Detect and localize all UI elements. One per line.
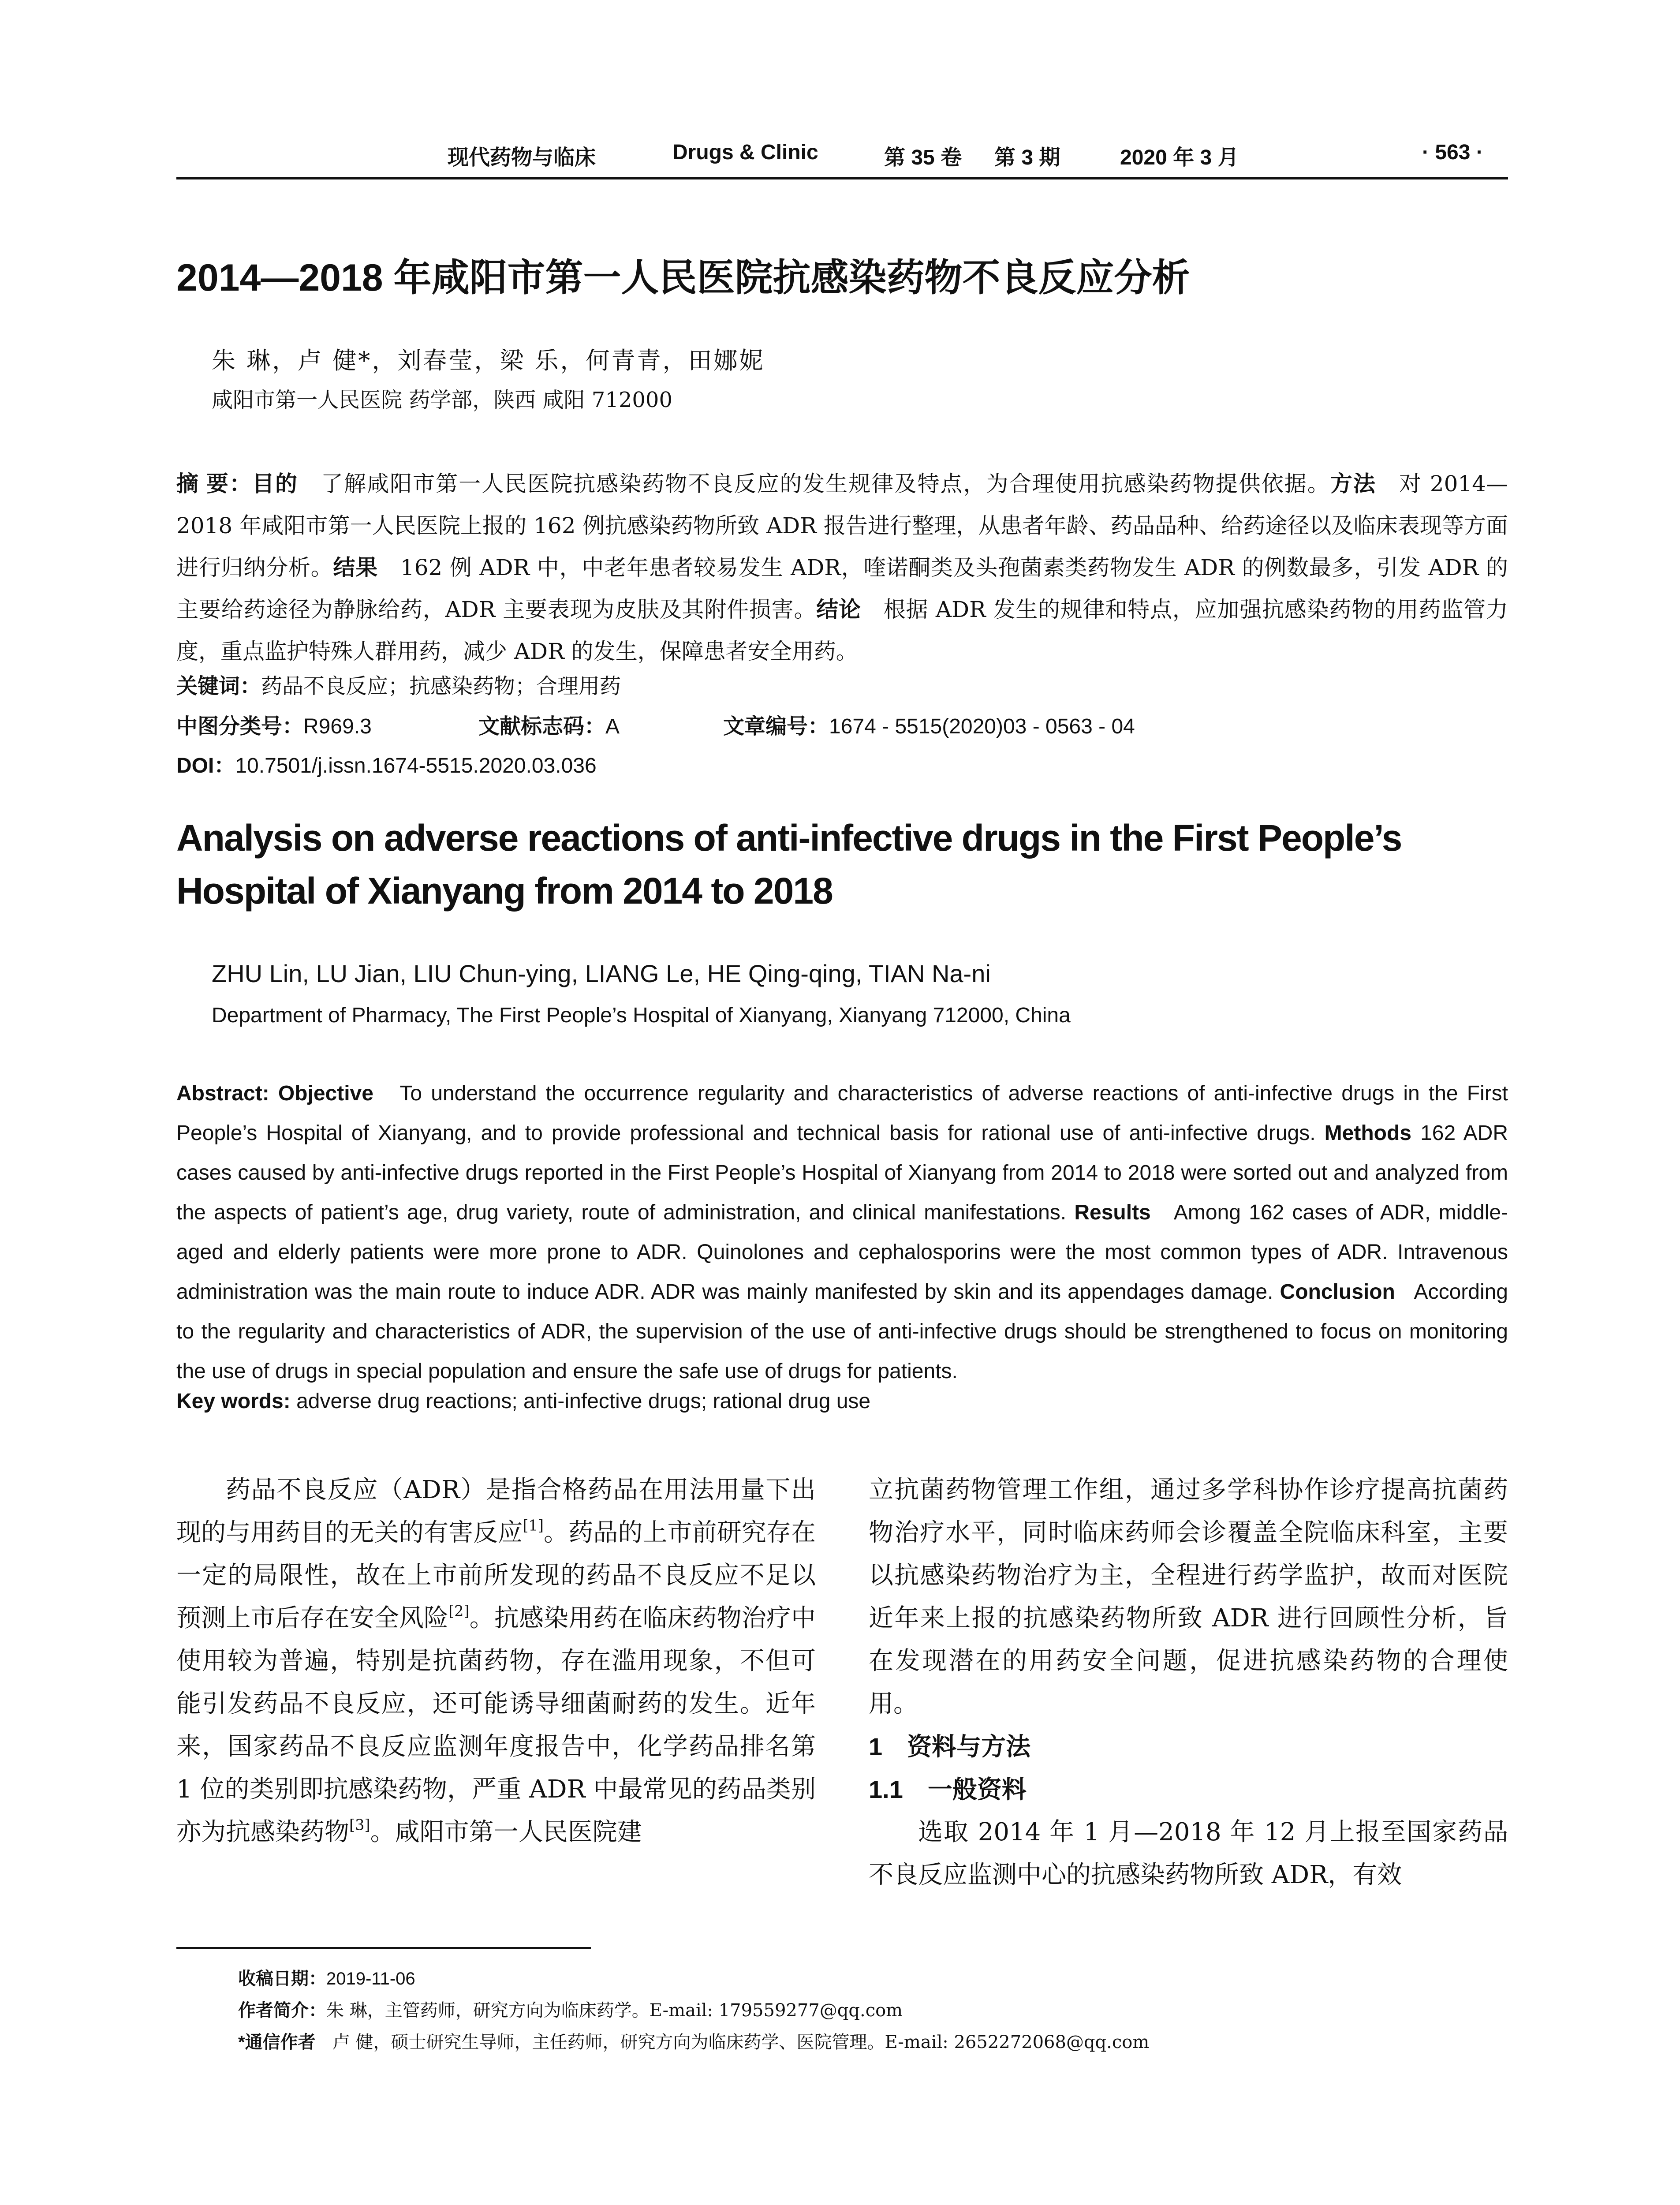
intro-text-3: 。抗感染用药在临床药物治疗中使用较为普遍，特别是抗菌药物，存在滥用现象，不但可能引发药品不良反应，还可能诱导细菌耐药的发生。近年来，国家药品不良反应监测年度报告中，化学药品排名第 1 位的类别即抗感染药物，严重 ADR 中最常见的药品类别亦为抗感染药物 — [176, 1604, 816, 1846]
keywords-cn-value: 药品不良反应；抗感染药物；合理用药 — [261, 674, 621, 699]
objective-cn: 了解咸阳市第一人民医院抗感染药物不良反应的发生规律及特点，为合理使用抗感染药物提供依据。 — [321, 471, 1330, 497]
keywords-en-label: Key words: — [176, 1390, 291, 1413]
doi-label: DOI： — [176, 754, 235, 777]
methods-en: 162 ADR cases caused by anti-infective drugs reported in the First People’s Hospital of Xianyang from 2014 to 2018 were sorted out and analyzed from the aspects of patient’s age, drug variety, route of administration, and clinical manifestations. — [176, 1121, 1508, 1224]
bio-text: 朱 琳，主管药师，研究方向为临床药学。E-mail: 179559277@qq.com — [326, 2000, 903, 2021]
intro-text-2: 。药品的上市前研究存在一定的局限性，故在上市前所发现的药品不良反应不足以预测上市后存在安全风险 — [176, 1518, 816, 1633]
clc-value: R969.3 — [303, 715, 372, 738]
objective-label-cn: 目的 — [252, 471, 299, 496]
intro-text-1: 药品不良反应（ADR）是指合格药品在用法用量下出现的与用药目的无关的有害反应 — [176, 1476, 816, 1547]
abstract-cn-label: 摘 要： — [176, 471, 252, 496]
header-rule — [176, 177, 1508, 179]
methods-label-en: Methods — [1324, 1121, 1411, 1145]
citation-1[interactable]: [1] — [523, 1517, 544, 1534]
document-code-value: A — [605, 715, 620, 738]
conclusion-label-en: Conclusion — [1280, 1280, 1395, 1304]
intro-continued-paragraph: 立抗菌药物管理工作组，通过多学科协作诊疗提高抗菌药物治疗水平，同时临床药师会诊覆盖全院临床科室，主要以抗感染药物治疗为主，全程进行药学监护，故而对医院近年来上报的抗感染药物所致 ADR 进行回顾性分析，旨在发现潜在的用药安全问题，促进抗感染药物的合理使用。 — [869, 1476, 1508, 1718]
footnote-corresponding — [238, 2028, 1149, 2053]
article-number-label: 文章编号： — [723, 715, 829, 738]
citation-3[interactable]: [3] — [349, 1816, 370, 1834]
keywords-en-value: adverse drug reactions; anti-infective drugs; rational drug use — [296, 1390, 871, 1413]
issue-date: 2020 年 3 月 — [1120, 146, 1239, 169]
page-number: · 563 · — [1422, 141, 1483, 164]
received-date: 2019-11-06 — [326, 1969, 415, 1988]
clc-label: 中图分类号： — [176, 715, 304, 738]
title-cn: 2014—2018 年咸阳市第一人民医院抗感染药物不良反应分析 — [176, 257, 1190, 299]
results-en: Among 162 cases of ADR, middle-aged and elderly patients were more prone to ADR. Quinolones and cephalosporins were the most common types of ADR. Intravenous administration was the main route to induce ADR. ADR was mainly manifested by skin and its appendages damage. — [176, 1201, 1508, 1304]
keywords-cn — [176, 669, 621, 699]
volume: 第 35 卷 — [884, 146, 962, 169]
footnote-rule — [176, 1947, 591, 1949]
footnote-received — [238, 1965, 415, 1990]
document-code-label: 文献标志码： — [478, 715, 606, 738]
results-label-cn: 结果 — [333, 555, 378, 580]
authors-en: ZHU Lin, LU Jian, LIU Chun-ying, LIANG Le, HE Qing-qing, TIAN Na-ni — [212, 960, 991, 987]
abstract-cn — [176, 463, 1508, 673]
affiliation-en: Department of Pharmacy, The First People’s Hospital of Xianyang, Xianyang 712000, China — [212, 1004, 1071, 1027]
objective-en: To understand the occurrence regularity and characteristics of adverse reactions of anti-infective drugs in the First People’s Hospital of Xianyang, and to provide professional and technical basis for rational use of anti-infective drugs. — [176, 1082, 1508, 1145]
body-column-left — [176, 1469, 816, 1854]
journal-name-en: Drugs & Clinic — [672, 141, 818, 164]
body-column-right — [869, 1469, 1508, 1896]
section-heading-1-1: 1.1 一般资料 — [869, 1775, 1027, 1803]
abstract-en — [176, 1074, 1508, 1391]
citation-2[interactable]: [2] — [448, 1602, 470, 1620]
intro-text-4: 。咸阳市第一人民医院建 — [370, 1818, 642, 1846]
title-en: Analysis on adverse reactions of anti-infective drugs in the First People’s Hospital of Xianyang from 2014 to 2018 — [176, 817, 1402, 912]
conclusion-label-cn: 结论 — [816, 597, 861, 622]
doi-value[interactable]: 10.7501/j.issn.1674-5515.2020.03.036 — [235, 754, 597, 777]
objective-label-en: Objective — [278, 1082, 373, 1105]
document-code — [478, 709, 620, 740]
affiliation-cn: 咸阳市第一人民医院 药学部，陕西 咸阳 712000 — [212, 388, 673, 412]
journal-name-cn: 现代药物与临床 — [448, 145, 596, 170]
footnote-author-bio — [238, 1996, 903, 2022]
materials-paragraph: 选取 2014 年 1 月—2018 年 12 月上报至国家药品不良反应监测中心的抗感染药物所致 ADR，有效 — [869, 1818, 1508, 1889]
conclusion-cn: 根据 ADR 发生的规律和特点，应加强抗感染药物的用药监管力度，重点监护特殊人群用药，减少 ADR 的发生，保障患者安全用药。 — [176, 597, 1508, 664]
section-heading-1: 1 资料与方法 — [869, 1733, 1031, 1760]
results-cn: 162 例 ADR 中，中老年患者较易发生 ADR，喹诺酮类及头孢菌素类药物发生 ADR 的例数最多，引发 ADR 的主要给药途径为静脉给药，ADR 主要表现为皮肤及其附件损害。 — [176, 555, 1508, 622]
intro-paragraph — [176, 1469, 816, 1854]
article-number — [723, 709, 1135, 740]
results-label-en: Results — [1074, 1201, 1151, 1224]
article-number-value: 1674 - 5515(2020)03 - 0563 - 04 — [829, 715, 1135, 738]
authors-cn: 朱 琳，卢 健*，刘春莹，梁 乐，何青青，田娜妮 — [212, 347, 765, 374]
methods-cn: 对 2014—2018 年咸阳市第一人民医院上报的 162 例抗感染药物所致 ADR 报告进行整理，从患者年龄、药品品种、给药途径以及临床表现等方面进行归纳分析。 — [176, 471, 1508, 580]
corresponding-text: 卢 健，硕士研究生导师，主任药师，研究方向为临床药学、医院管理。E-mail: 2652272068@qq.com — [332, 2032, 1150, 2052]
abstract-en-label: Abstract: — [176, 1082, 269, 1105]
doi — [176, 748, 597, 779]
keywords-en — [176, 1389, 870, 1413]
keywords-cn-label: 关键词： — [176, 675, 261, 698]
clc-number — [176, 709, 372, 740]
bio-label: 作者简介： — [238, 2001, 326, 2020]
corresponding-label: *通信作者 — [238, 2033, 316, 2052]
received-label: 收稿日期： — [238, 1969, 326, 1988]
methods-label-cn: 方法 — [1330, 471, 1376, 496]
issue: 第 3 期 — [994, 146, 1060, 169]
conclusion-en: According to the regularity and characteristics of ADR, the supervision of the use of anti-infective drugs should be strengthened to focus on monitoring the use of drugs in special population and ensure the safe use of drugs for patients. — [176, 1280, 1508, 1383]
